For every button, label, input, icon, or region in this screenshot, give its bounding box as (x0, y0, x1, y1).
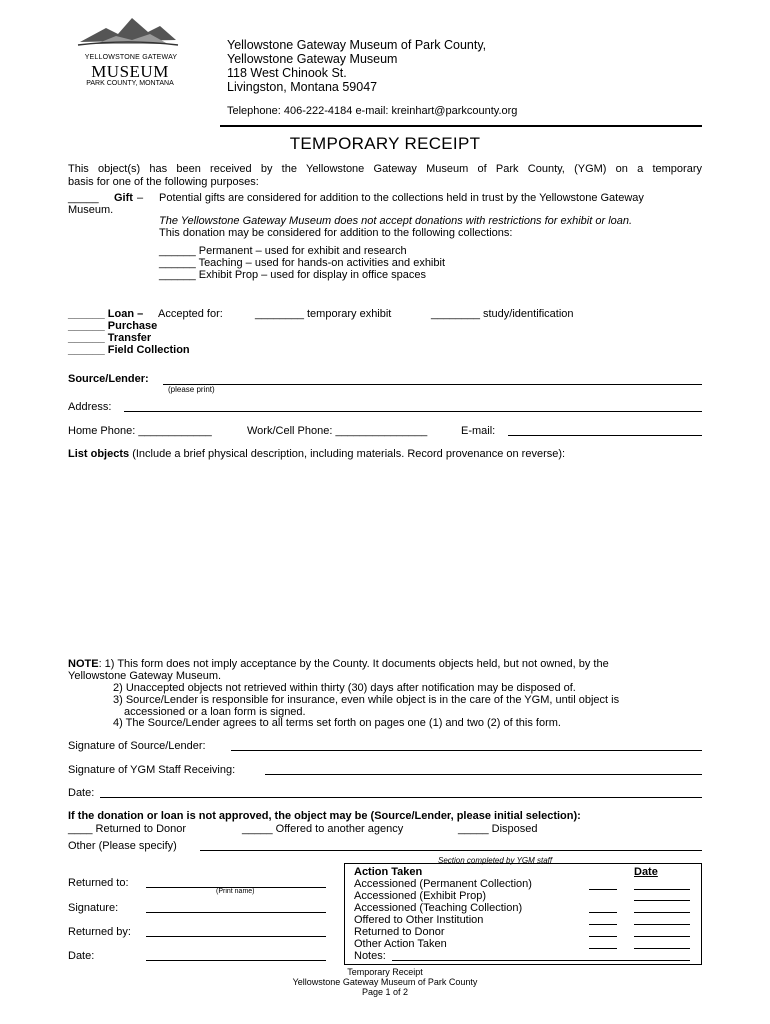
field-collection-option[interactable]: ______ Field Collection (68, 344, 190, 356)
gift-consider-text: This donation may be considered for addition to the following collections: (159, 227, 513, 239)
return-signature-label: Signature: (68, 902, 119, 914)
source-signature-label: Signature of Source/Lender: (68, 740, 206, 752)
footer-page-number: Page 1 of 2 (361, 987, 409, 997)
footer-org: Yellowstone Gateway Museum of Park County (292, 977, 478, 987)
notes-field[interactable] (392, 960, 690, 961)
contact-info: Telephone: 406-222-4184 e-mail: kreinhart@parkcounty.org (227, 105, 518, 117)
home-phone-field[interactable]: Home Phone: ____________ (68, 425, 212, 437)
action-check-field[interactable] (589, 924, 617, 925)
gift-description-cont: Museum. (68, 204, 114, 216)
note-item3-cont: accessioned or a loan form is signed. (124, 706, 306, 718)
mountain-logo-icon (76, 14, 180, 48)
action-label: Accessioned (Permanent Collection) (354, 878, 532, 890)
action-label: Accessioned (Teaching Collection) (354, 902, 523, 914)
work-phone-field[interactable]: Work/Cell Phone: _______________ (247, 425, 428, 437)
return-date-label: Date: (68, 950, 95, 962)
action-date-field[interactable] (634, 900, 690, 901)
action-label: Accessioned (Exhibit Prop) (354, 890, 487, 902)
logo-line3: PARK COUNTY, MONTANA (86, 80, 174, 87)
intro-text (68, 163, 702, 189)
action-row (354, 890, 486, 902)
collection-option-permanent[interactable]: ______ Permanent – used for exhibit and research (159, 245, 407, 257)
transfer-option[interactable]: ______ Transfer (68, 332, 152, 344)
loan-temporary-exhibit[interactable]: ________ temporary exhibit (255, 308, 392, 320)
note-line1 (68, 658, 702, 670)
org-line: Livingston, Montana 59047 (227, 80, 378, 94)
source-lender-label: Source/Lender: (68, 373, 149, 385)
collection-options (159, 245, 445, 281)
notes-label: Notes: (354, 950, 386, 962)
logo-line1: YELLOWSTONE GATEWAY (84, 54, 178, 61)
logo-line2: MUSEUM (91, 62, 169, 81)
list-objects (68, 448, 565, 460)
address-label: Address: (68, 401, 112, 413)
loan-option[interactable]: ______ Loan – (68, 308, 144, 320)
list-objects-desc: (Include a brief physical description, including materials. Record provenance on reverse): (132, 448, 566, 460)
intro-line: This object(s) has been received by the Yellowstone Gateway Museum of Park County, (YGM) on a temporary (68, 163, 702, 175)
returned-by-field[interactable] (146, 936, 326, 937)
page-title: TEMPORARY RECEIPT (289, 134, 481, 153)
action-check-field[interactable] (589, 936, 617, 937)
return-signature-field[interactable] (146, 912, 326, 913)
gift-description: Potential gifts are considered for addition to the collections held in trust by the Yellowstone Gateway (159, 192, 644, 204)
action-check-field[interactable] (589, 948, 617, 949)
note-item1: : 1) This form does not imply acceptance by the County. It documents objects held, but not owned, by the (98, 658, 609, 670)
footer-doc-name: Temporary Receipt (347, 967, 423, 977)
address-field[interactable] (124, 411, 702, 412)
intro-line: basis for one of the following purposes: (68, 176, 259, 188)
option-disposed[interactable]: _____ Disposed (458, 823, 538, 835)
action-date-field[interactable] (634, 924, 690, 925)
not-approved-heading: If the donation or loan is not approved, the object may be (Source/Lender, please initial selection): (68, 810, 581, 822)
returned-by-label: Returned by: (68, 926, 131, 938)
action-date-field[interactable] (634, 936, 690, 937)
note-item3: 3) Source/Lender is responsible for insurance, even while object is in the care of the YGM, until object is (113, 694, 620, 706)
note-item4: 4) The Source/Lender agrees to all terms set forth on pages one (1) and two (2) of this form. (113, 717, 561, 729)
action-check-field[interactable] (589, 912, 617, 913)
gift-dash: – (137, 192, 144, 204)
other-specify-label: Other (Please specify) (68, 840, 177, 852)
option-returned-to-donor[interactable]: ____ Returned to Donor (68, 823, 187, 835)
action-date-field[interactable] (634, 889, 690, 890)
loan-study-identification[interactable]: ________ study/identification (431, 308, 574, 320)
action-label: Returned to Donor (354, 926, 445, 938)
gift-restriction-note: The Yellowstone Gateway Museum does not accept donations with restrictions for exhibit or loan. (159, 215, 633, 227)
gift-blank[interactable]: _____ (68, 192, 99, 204)
return-date-field[interactable] (146, 960, 326, 961)
collection-option-teaching[interactable]: ______ Teaching – used for hands-on activities and exhibit (159, 257, 445, 269)
purchase-option[interactable]: ______ Purchase (68, 320, 158, 332)
footer (0, 967, 770, 997)
email-field[interactable] (508, 435, 702, 436)
date-field[interactable] (100, 797, 702, 798)
org-line: 118 West Chinook St. (227, 66, 347, 80)
note-item2: 2) Unaccepted objects not retrieved within thirty (30) days after notification may be disposed of. (113, 682, 576, 694)
other-specify-field[interactable] (200, 850, 702, 851)
org-address (227, 38, 486, 94)
collection-option-exhibit-prop[interactable]: ______ Exhibit Prop – used for display in office spaces (159, 269, 427, 281)
museum-logo (76, 14, 180, 90)
staff-box-caption: Section completed by YGM staff (438, 856, 553, 865)
date-header: Date (634, 866, 658, 878)
action-label: Offered to Other Institution (354, 914, 484, 926)
returned-to-label: Returned to: (68, 877, 129, 889)
org-line: Yellowstone Gateway Museum (227, 52, 398, 66)
action-taken-header: Action Taken (354, 866, 423, 878)
print-hint: (please print) (168, 385, 215, 394)
action-row (354, 926, 445, 938)
source-signature-field[interactable] (231, 750, 702, 751)
gift-label: Gift (114, 192, 133, 204)
action-row (354, 914, 483, 926)
org-line: Yellowstone Gateway Museum of Park County, (227, 38, 487, 52)
option-offered-agency[interactable]: _____ Offered to another agency (242, 823, 404, 835)
list-objects-label: List objects (68, 448, 130, 460)
note-item1-cont: Yellowstone Gateway Museum. (68, 670, 222, 682)
print-name-hint: (Print name) (216, 888, 255, 895)
note-label: NOTE (68, 658, 99, 670)
action-check-field[interactable] (589, 889, 617, 890)
date-label: Date: (68, 787, 95, 799)
action-date-field[interactable] (634, 912, 690, 913)
action-row (354, 878, 532, 890)
staff-signature-label: Signature of YGM Staff Receiving: (68, 764, 236, 776)
staff-action-box (344, 863, 702, 965)
action-date-field[interactable] (634, 948, 690, 949)
loan-accepted-label: Accepted for: (158, 308, 223, 320)
email-label: E-mail: (461, 425, 496, 437)
staff-signature-field[interactable] (265, 774, 702, 775)
action-row (354, 902, 522, 914)
source-lender-field[interactable] (163, 384, 702, 385)
header-rule (220, 125, 702, 127)
objects-list-area[interactable] (68, 465, 702, 650)
action-label: Other Action Taken (354, 938, 447, 950)
action-row (354, 938, 447, 950)
